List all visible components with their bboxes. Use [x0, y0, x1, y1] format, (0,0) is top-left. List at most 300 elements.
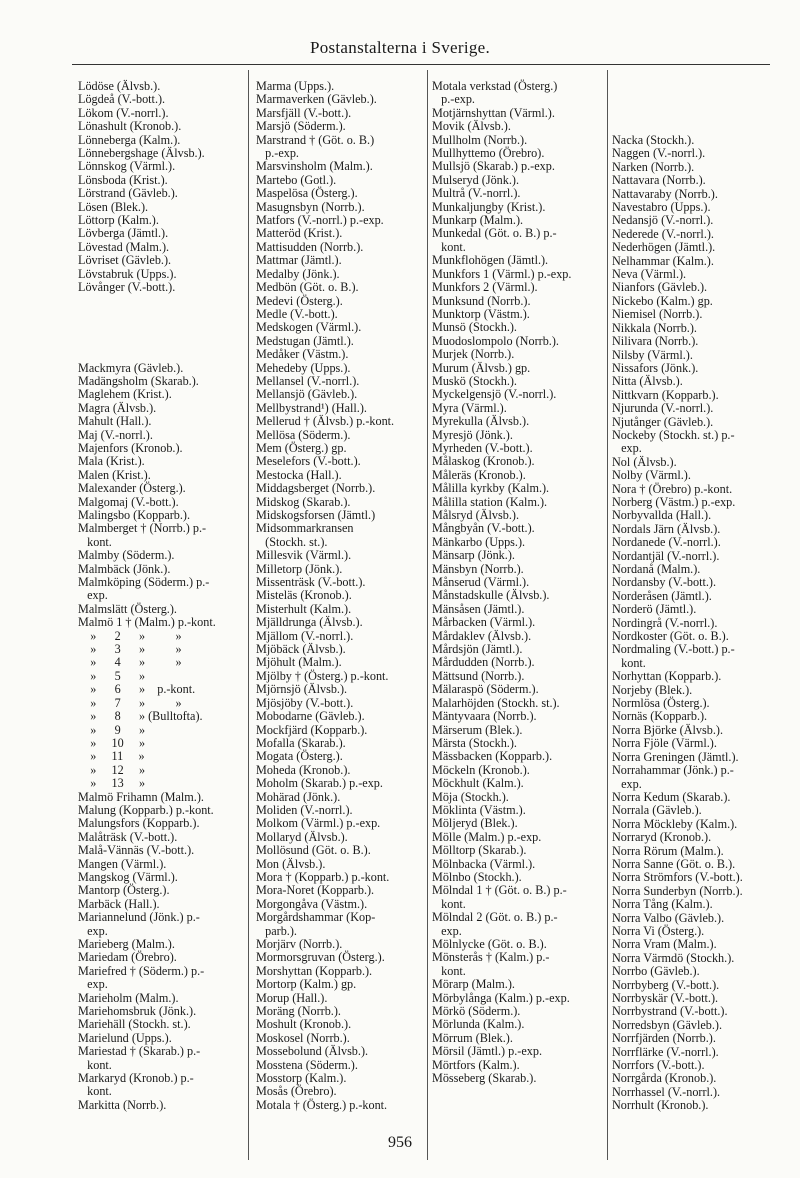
list-item: Mörbylånga (Kalm.) p.-exp.	[432, 990, 570, 1005]
list-item: Marsfjäll (V.-bott.).	[256, 105, 352, 120]
list-item: Mollaryd (Älvsb.).	[256, 829, 348, 844]
list-item: Lönnebergshage (Älvsb.).	[78, 146, 205, 161]
list-item: Muodoslompolo (Norrb.).	[432, 333, 559, 348]
list-item: Mänsåsen (Jämtl.).	[432, 601, 525, 616]
list-item: Mäntyvaara (Norrb.).	[432, 709, 537, 724]
list-item: Lökom (V.-norrl.).	[78, 105, 169, 120]
list-item: Munktorp (Västm.).	[432, 306, 530, 321]
list-item: Moholm (Skarab.) p.-exp.	[256, 776, 383, 791]
list-item: Norrbyskär (V.-bott.).	[612, 991, 719, 1005]
list-item: Månstadskulle (Älvsb.).	[432, 588, 550, 603]
list-item: Norra Björke (Älvsb.).	[612, 722, 724, 737]
list-item: Mahult (Hall.).	[78, 414, 152, 429]
list-item: exp.	[78, 977, 108, 992]
list-item: Murjek (Norrb.).	[432, 347, 515, 362]
list-item: Medalby (Jönk.).	[256, 266, 340, 281]
list-item: Norrbyberg (V.-bott.).	[612, 977, 720, 992]
list-item: Munkfors 2 (Värml.).	[432, 280, 538, 295]
list-item: Munkfors 1 (Värml.) p.-exp.	[432, 266, 572, 281]
list-item: Midskogsforsen (Jämtl.)	[256, 508, 376, 522]
column-divider	[248, 70, 249, 1160]
list-item: Millesvik (Värml.).	[256, 548, 352, 563]
list-item: Lönsboda (Krist.).	[78, 172, 168, 187]
list-item: Magra (Älvsb.).	[78, 400, 157, 415]
list-item: Målsryd (Älvsb.).	[432, 508, 519, 522]
list-item: Lönashult (Kronob.).	[78, 119, 182, 134]
list-item: Norjeby (Blek.).	[612, 682, 693, 697]
list-item: Malgomaj (V.-bott.).	[78, 494, 179, 509]
list-item: Nordantjäl (V.-norrl.).	[612, 548, 720, 563]
list-item: kont.	[432, 239, 466, 254]
list-item: Nattavara (Norrb.).	[612, 173, 706, 188]
list-item: Nianfors (Gävleb.).	[612, 280, 708, 295]
list-item: Norrala (Gävleb.).	[612, 803, 702, 818]
list-item: Myckelgensjö (V.-norrl.).	[432, 387, 557, 402]
list-item: Mörrum (Blek.).	[432, 1030, 513, 1045]
list-item: Mölltorp (Skarab.).	[432, 843, 527, 858]
list-item: Myresjö (Jönk.).	[432, 427, 513, 442]
list-item: Malmslätt (Österg.).	[78, 601, 177, 616]
list-item: » 9 »	[78, 722, 146, 737]
list-item: Moshult (Kronob.).	[256, 1017, 352, 1032]
list-item: Löttorp (Kalm.).	[78, 213, 159, 228]
list-item: Norhyttan (Kopparb.).	[612, 669, 722, 684]
list-item: Mjösjöby (V.-bott.).	[256, 695, 354, 710]
list-item: Marsvinsholm (Malm.).	[256, 159, 373, 174]
list-item: Norra Kedum (Skarab.).	[612, 789, 731, 804]
list-item: Njurunda (V.-norrl.).	[612, 401, 714, 416]
list-item: Nordkoster (Göt. o. B.).	[612, 629, 729, 644]
list-item: Malmby (Söderm.).	[78, 548, 175, 563]
list-item: Malen (Krist.).	[78, 467, 151, 482]
list-item: Mölndal 1 † (Göt. o. B.) p.-	[432, 883, 567, 898]
list-item: Norrflärke (V.-norrl.).	[612, 1044, 719, 1059]
list-item: Nikkala (Norrb.).	[612, 320, 697, 335]
list-item: Malmberget † (Norrb.) p.-	[78, 521, 207, 536]
list-item: exp.	[432, 923, 462, 938]
list-item: Marieberg (Malm.).	[78, 937, 175, 951]
list-item: Mölndal 2 (Göt. o. B.) p.-	[432, 910, 558, 925]
list-item: Mattisudden (Norrb.).	[256, 239, 364, 254]
list-item: Myra (Värml.).	[432, 400, 507, 415]
list-item: Mjöbäck (Älvsb.).	[256, 642, 346, 657]
list-item: p.-exp.	[256, 146, 299, 161]
list-item: Misteläs (Kronob.).	[256, 588, 352, 603]
list-item: Nilivara (Norrb.).	[612, 334, 699, 349]
list-item: Mackmyra (Gävleb.).	[78, 360, 184, 375]
list-item: Medle (V.-bott.).	[256, 306, 338, 321]
list-item: Moliden (V.-norrl.).	[256, 802, 353, 817]
list-item: Majenfors (Kronob.).	[78, 440, 183, 455]
list-item: Mjälldrunga (Älvsb.).	[256, 615, 363, 630]
list-item: Midsommarkransen	[256, 521, 354, 536]
list-item: Malarhöjden (Stockh. st.).	[432, 695, 560, 710]
list-item: Morshyttan (Kopparb.).	[256, 963, 373, 978]
list-item: Mårdsjön (Jämtl.).	[432, 642, 523, 657]
list-item: Marieholm (Malm.).	[78, 990, 179, 1005]
list-item: Moheda (Kronob.).	[256, 762, 351, 777]
list-item: Motjärnshyttan (Värml.).	[432, 105, 555, 120]
list-item: Motala † (Österg.) p.-kont.	[256, 1097, 388, 1112]
list-item: Norra Sanne (Göt. o. B.).	[612, 856, 736, 871]
list-item: Navestabro (Upps.).	[612, 200, 711, 215]
list-item: Mulseryd (Jönk.).	[432, 172, 519, 187]
list-item: Marmaverken (Gävleb.).	[256, 92, 377, 107]
list-item: Mariedam (Örebro).	[78, 950, 177, 965]
list-item: Norra Fjöle (Värml.).	[612, 736, 717, 751]
list-item: Niemisel (Norrb.).	[612, 307, 703, 322]
list-item: Malmö 1 † (Malm.) p.-kont.	[78, 615, 216, 630]
list-item: Middagsberget (Norrb.).	[256, 481, 376, 496]
list-item: Normlösa (Österg.).	[612, 696, 710, 711]
list-item: » 12 »	[78, 762, 146, 777]
list-item: Nol (Älvsb.).	[612, 454, 677, 469]
list-item: Måleräs (Kronob.).	[432, 467, 526, 482]
list-item: Mälaraspö (Söderm.).	[432, 682, 539, 697]
list-item: Mestocka (Hall.).	[256, 467, 342, 482]
list-item: Martebo (Gotl.).	[256, 172, 337, 187]
list-item: Lönnskog (Värml.).	[78, 159, 176, 174]
list-item: Mänkarbo (Upps.).	[432, 534, 526, 549]
list-item: Nordanå (Malm.).	[612, 562, 701, 576]
list-item: Mullhyttemo (Örebro).	[432, 146, 545, 161]
list-item: Malungsfors (Kopparb.).	[78, 816, 200, 831]
list-item: Morjärv (Norrb.).	[256, 937, 343, 951]
column-1	[78, 80, 244, 1112]
list-item: Muskö (Stockh.).	[432, 373, 517, 388]
list-item: Maj (V.-norrl.).	[78, 427, 153, 442]
list-item: Molkom (Värml.) p.-exp.	[256, 816, 381, 831]
list-item: Norberg (Västm.) p.-exp.	[612, 494, 736, 509]
list-item: Misterhult (Kalm.).	[256, 601, 352, 616]
list-item: Motala verkstad (Österg.)	[432, 79, 558, 93]
list-item: Malmö Frihamn (Malm.).	[78, 789, 204, 804]
list-item: Morgårdshammar (Kop-	[256, 910, 376, 925]
list-item: Mullsjö (Skarab.) p.-exp.	[432, 159, 555, 174]
list-item: Mjörnsjö (Älvsb.).	[256, 682, 348, 697]
list-item: Norrbystrand (V.-bott.).	[612, 1004, 728, 1019]
list-item: Multrå (V.-norrl.).	[432, 186, 521, 201]
list-item: Möja (Stockh.).	[432, 789, 509, 804]
list-item: Nelhammar (Kalm.).	[612, 253, 714, 268]
list-item: Munkflohögen (Jämtl.).	[432, 253, 549, 268]
page-number: 956	[388, 1134, 412, 1151]
list-item: Marma (Upps.).	[256, 79, 335, 93]
list-item: Nornäs (Kopparb.).	[612, 709, 708, 724]
list-item: Mora-Noret (Kopparb.).	[256, 883, 375, 898]
list-item: Mosås (Örebro).	[256, 1084, 337, 1099]
list-item: Mjölby † (Österg.) p.-kont.	[256, 668, 389, 683]
list-item: Möklinta (Västm.).	[432, 802, 526, 817]
list-item: Munkarp (Malm.).	[432, 213, 524, 228]
list-item: Mörkö (Söderm.).	[432, 1004, 521, 1019]
list-item: Nittkvarn (Kopparb.).	[612, 387, 719, 402]
list-item: Maspelösa (Österg.).	[256, 186, 358, 201]
list-item: Malåträsk (V.-bott.).	[78, 829, 178, 844]
list-item: Norra Tång (Kalm.).	[612, 897, 713, 912]
list-item: Malung (Kopparb.) p.-kont.	[78, 802, 214, 817]
list-item: Nacka (Stockh.).	[612, 133, 695, 147]
list-item: Myrheden (V.-bott.).	[432, 440, 533, 455]
list-item: kont.	[432, 963, 466, 978]
list-item: Målaskog (Kronob.).	[432, 454, 535, 469]
list-item	[78, 348, 244, 361]
list-item: Mellerud † (Älvsb.) p.-kont.	[256, 414, 395, 429]
list-item: Nattavaraby (Norrb.).	[612, 186, 718, 201]
list-item: Mariefred † (Söderm.) p.-	[78, 963, 205, 978]
list-item: » 5 »	[78, 668, 146, 683]
list-item: Målilla station (Kalm.).	[432, 494, 548, 509]
list-item: Mörlunda (Kalm.).	[432, 1017, 525, 1032]
list-item: Mosstorp (Kalm.).	[256, 1071, 347, 1086]
list-item: Målilla kyrkby (Kalm.).	[432, 481, 550, 496]
list-item: Månserud (Värml.).	[432, 575, 530, 590]
list-item: » 2 » »	[78, 628, 182, 643]
list-item: Mörsil (Jämtl.) p.-exp.	[432, 1044, 543, 1059]
list-item: Mellbystrand¹) (Hall.).	[256, 400, 367, 415]
list-item: Mossebolund (Älvsb.).	[256, 1044, 369, 1059]
list-item: kont.	[78, 534, 112, 549]
list-item: Mariehäll (Stockh. st.).	[78, 1017, 191, 1032]
list-item: Matfors (V.-norrl.) p.-exp.	[256, 213, 384, 228]
list-item: Munsö (Stockh.).	[432, 320, 517, 335]
list-item: Lövberga (Jämtl.).	[78, 226, 169, 241]
list-item: Mantorp (Österg.).	[78, 883, 170, 898]
list-item: Mårbacken (Värml.).	[432, 615, 536, 630]
list-item: Norbyvallda (Hall.).	[612, 508, 712, 523]
list-item: Nilsby (Värml.).	[612, 347, 693, 362]
list-item: Lögdeå (V.-bott.).	[78, 92, 166, 107]
column-2	[256, 80, 426, 1112]
list-item: Lövånger (V.-bott.).	[78, 280, 176, 295]
list-item: Munksund (Norrb.).	[432, 293, 531, 308]
list-item: Markaryd (Kronob.) p.-	[78, 1071, 194, 1086]
list-item: Morgongåva (Västm.).	[256, 896, 368, 911]
list-item: Nora † (Örebro) p.-kont.	[612, 481, 733, 496]
list-item: Markitta (Norrb.).	[78, 1097, 167, 1112]
list-item: Norra Strömfors (V.-bott.).	[612, 870, 743, 885]
list-item: » 8 » (Bulltofta).	[78, 709, 203, 724]
list-item: Marbäck (Hall.).	[78, 896, 160, 911]
list-item: Myrekulla (Älvsb.).	[432, 414, 530, 429]
list-item: Marielund (Upps.).	[78, 1030, 172, 1045]
list-item: Masugnsbyn (Norrb.).	[256, 199, 365, 214]
list-item: Nedansjö (V.-norrl.).	[612, 213, 714, 228]
list-item: exp.	[612, 776, 642, 791]
list-item: » 10 »	[78, 735, 146, 750]
list-item	[78, 295, 244, 308]
list-item: Medbön (Göt. o. B.).	[256, 280, 359, 295]
list-item: Mora † (Kopparb.) p.-kont.	[256, 869, 390, 884]
list-item: Nordingrå (V.-norrl.).	[612, 615, 718, 630]
list-item: Mem (Österg.) gp.	[256, 440, 347, 455]
list-item: Missenträsk (V.-bott.).	[256, 575, 366, 590]
list-item: Medåker (Västm.).	[256, 347, 349, 362]
list-item: exp.	[78, 923, 108, 938]
list-item: Norra Greningen (Jämtl.).	[612, 749, 739, 764]
list-item: Mångbyån (V.-bott.).	[432, 521, 535, 536]
list-item: Nordansby (V.-bott.).	[612, 575, 717, 590]
list-item: Lönneberga (Kalm.).	[78, 132, 181, 147]
list-item: Norra Sunderbyn (Norrb.).	[612, 883, 743, 898]
column-divider	[427, 70, 428, 1160]
list-item: Njutånger (Gävleb.).	[612, 414, 714, 429]
list-item: Medstugan (Jämtl.).	[256, 333, 354, 348]
list-item: Norrgårda (Kronob.).	[612, 1071, 717, 1086]
list-item: Milletorp (Jönk.).	[256, 561, 343, 576]
list-item: Märserum (Blek.).	[432, 722, 523, 737]
list-item: Norraryd (Kronob.).	[612, 830, 712, 845]
list-item: Morup (Hall.).	[256, 990, 328, 1005]
list-item	[78, 321, 244, 334]
list-item: exp.	[78, 588, 108, 603]
list-item: Madängsholm (Skarab.).	[78, 373, 199, 388]
list-item: Mohärad (Jönk.).	[256, 789, 341, 804]
list-item: Mårdaklev (Älvsb.).	[432, 628, 532, 643]
list-item: Mormorsgruvan (Österg.).	[256, 950, 385, 965]
list-item: Norrahammar (Jönk.) p.-	[612, 763, 734, 778]
list-item: Matteröd (Krist.).	[256, 226, 343, 241]
list-item: Mosstena (Söderm.).	[256, 1057, 358, 1072]
list-item: Medskogen (Värml.).	[256, 320, 362, 335]
list-item: parb.).	[256, 923, 297, 938]
list-item: kont.	[432, 896, 466, 911]
list-item: Nissafors (Jönk.).	[612, 360, 699, 375]
list-item: Mårdudden (Norrb.).	[432, 655, 535, 670]
list-item: (Stockh. st.).	[256, 534, 328, 549]
list-item: Mölnbacka (Värml.).	[432, 856, 536, 871]
list-item: Nitta (Älvsb.).	[612, 374, 683, 389]
list-item: exp.	[612, 441, 642, 456]
list-item: Norrfors (V.-bott.).	[612, 1058, 705, 1073]
list-item: Movik (Älvsb.).	[432, 119, 511, 134]
list-item: Norrfjärden (Norrb.).	[612, 1031, 716, 1046]
list-item: Mässbacken (Kopparb.).	[432, 749, 553, 764]
list-item: Mjällom (V.-norrl.).	[256, 628, 354, 643]
list-item: Norrhassel (V.-norrl.).	[612, 1084, 721, 1099]
list-item: Mobodarne (Gävleb.).	[256, 709, 365, 724]
list-item: Mellansel (V.-norrl.).	[256, 373, 360, 388]
list-item: Norredsbyn (Gävleb.).	[612, 1017, 722, 1032]
list-item: Lödöse (Älvsb.).	[78, 79, 161, 93]
list-item: Neva (Värml.).	[612, 267, 687, 282]
list-item: Lövriset (Gävleb.).	[78, 253, 172, 268]
list-item: Lösen (Blek.).	[78, 199, 149, 214]
list-item: Malexander (Österg.).	[78, 481, 186, 496]
list-item: Norderö (Jämtl.).	[612, 602, 697, 617]
list-item: Märsta (Stockh.).	[432, 735, 517, 750]
list-item: Mösseberg (Skarab.).	[432, 1071, 537, 1086]
list-item: Norra Värmdö (Stockh.).	[612, 950, 735, 965]
list-item: Mjöhult (Malm.).	[256, 655, 342, 670]
list-item: Nickebo (Kalm.) gp.	[612, 293, 713, 308]
list-item: Mofalla (Skarab.).	[256, 735, 346, 750]
list-item: Mariestad † (Skarab.) p.-	[78, 1044, 201, 1059]
list-item: Möckeln (Kronob.).	[432, 762, 530, 777]
list-item: Norra Rörum (Malm.).	[612, 843, 724, 858]
list-item: Nordals Järn (Älvsb.).	[612, 521, 721, 536]
list-item: Mölnbo (Stockh.).	[432, 869, 522, 884]
list-item: » 7 » »	[78, 695, 182, 710]
list-item: Mättsund (Norrb.).	[432, 668, 525, 683]
list-item: » 11 »	[78, 749, 145, 764]
list-item: Mehedeby (Upps.).	[256, 360, 351, 375]
column-3	[432, 80, 608, 1085]
page-title: Postanstalterna i Sverige.	[309, 38, 491, 57]
list-item: Mariannelund (Jönk.) p.-	[78, 910, 200, 925]
list-item: Norrbo (Gävleb.).	[612, 964, 700, 979]
list-item: Munkaljungby (Krist.).	[432, 199, 546, 214]
list-item: Lörstrand (Gävleb.).	[78, 186, 178, 201]
list-item: Norra Möckleby (Kalm.).	[612, 816, 738, 831]
list-item: Marsjö (Söderm.).	[256, 119, 346, 134]
list-item: Mörarp (Malm.).	[432, 977, 515, 992]
list-item: Malingsbo (Kopparb.).	[78, 508, 191, 522]
list-item: Naggen (V.-norrl.).	[612, 146, 706, 161]
list-item: » 4 » »	[78, 655, 182, 670]
list-item: » 3 » »	[78, 642, 182, 657]
list-item: Narken (Norrb.).	[612, 159, 695, 174]
list-item: Mariehomsbruk (Jönk.).	[78, 1004, 197, 1019]
list-item: Nockeby (Stockh. st.) p.-	[612, 427, 735, 442]
list-item: Lövstabruk (Upps.).	[78, 266, 177, 281]
list-item: Mellösa (Söderm.).	[256, 427, 351, 442]
list-item: Mortorp (Kalm.) gp.	[256, 977, 357, 992]
list-item: Nolby (Värml.).	[612, 468, 691, 483]
list-item: Mollösund (Göt. o. B.).	[256, 843, 371, 858]
list-item: Norra Vi (Österg.).	[612, 923, 705, 938]
list-item: Murum (Älvsb.) gp.	[432, 360, 531, 375]
list-item: Midskog (Skarab.).	[256, 494, 351, 509]
list-item: Mänsarp (Jönk.).	[432, 548, 515, 563]
list-item: Mellansjö (Gävleb.).	[256, 387, 358, 402]
list-item: Mullholm (Norrb.).	[432, 132, 528, 147]
list-item: Norrhult (Kronob.).	[612, 1098, 709, 1113]
list-item: Mönsterås † (Kalm.) p.-	[432, 950, 550, 965]
list-item: Meselefors (V.-bott.).	[256, 454, 361, 469]
list-item: Mattmar (Jämtl.).	[256, 253, 342, 268]
list-item: » 6 » p.-kont.	[78, 682, 196, 697]
list-item: Mon (Älvsb.).	[256, 856, 326, 871]
list-item: Marstrand † (Göt. o. B.)	[256, 132, 375, 147]
column-4	[612, 134, 788, 1113]
list-item	[78, 335, 244, 348]
list-item: Nederede (V.-norrl.).	[612, 226, 714, 241]
list-item: Norra Valbo (Gävleb.).	[612, 910, 725, 925]
list-item: Malå-Vännäs (V.-bott.).	[78, 843, 195, 858]
list-item: » 13 »	[78, 776, 146, 791]
list-item: Nederhögen (Jämtl.).	[612, 240, 716, 255]
list-item: Malmköping (Söderm.) p.-	[78, 575, 210, 590]
list-item: Norra Vram (Malm.).	[612, 937, 717, 952]
list-item: Munkedal (Göt. o. B.) p.-	[432, 226, 557, 241]
list-item: Moräng (Norrb.).	[256, 1004, 341, 1019]
list-item: kont.	[78, 1057, 112, 1072]
list-item: Mölle (Malm.) p.-exp.	[432, 829, 542, 844]
list-item: Nordmaling (V.-bott.) p.-	[612, 642, 735, 657]
header-rule	[72, 64, 770, 65]
list-item: Mänsbyn (Norrb.).	[432, 561, 524, 576]
list-item: Mangen (Värml.).	[78, 856, 167, 871]
list-item: kont.	[78, 1084, 112, 1099]
list-item: Mörtfors (Kalm.).	[432, 1057, 520, 1072]
list-item: Mölnlycke (Göt. o. B.).	[432, 937, 547, 951]
list-item: Mala (Krist.).	[78, 454, 145, 469]
list-item: p.-exp.	[432, 92, 475, 107]
list-item: Norderåsen (Jämtl.).	[612, 588, 712, 603]
list-item: Malmbäck (Jönk.).	[78, 561, 171, 576]
list-item: Möckhult (Kalm.).	[432, 776, 524, 791]
